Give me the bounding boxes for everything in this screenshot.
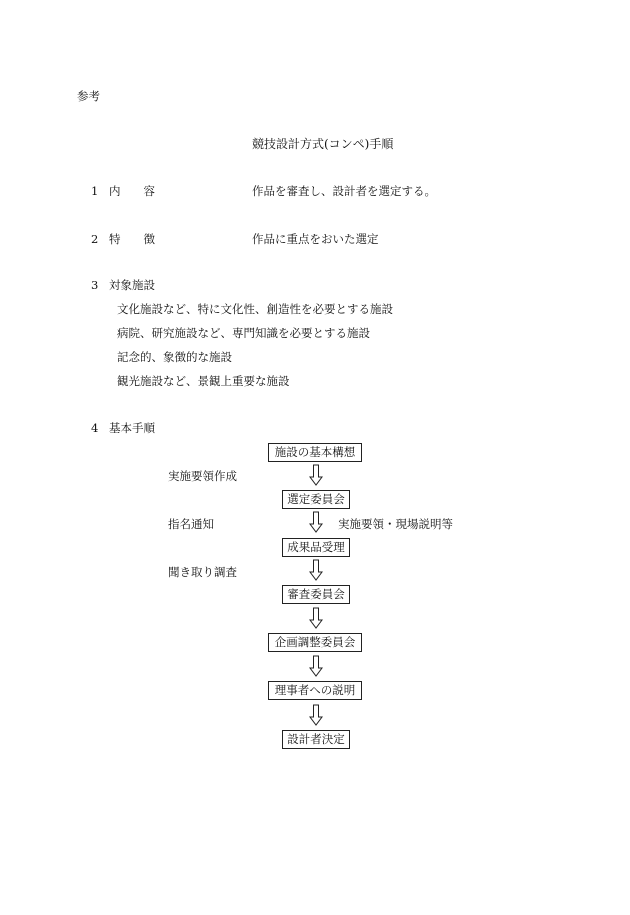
section-3-item: 病院、研究施設など、専門知識を必要とする施設 [117,326,370,340]
down-arrow-icon [309,704,323,726]
flow-step-selection-committee: 選定委員会 [282,490,350,509]
down-arrow-icon [309,655,323,677]
section-2-heading: 特 徴 [109,232,155,246]
flow-step-explanation-to-directors: 理事者への説明 [268,681,362,700]
flow-step-review-committee: 審査委員会 [282,585,350,604]
flow-step-deliverable-receipt: 成果品受理 [282,538,350,557]
header-label: 参考 [77,89,100,103]
section-3-number: 3 [91,278,99,292]
flow-note-nomination-notice: 指名通知 [168,517,214,531]
section-2-description: 作品に重点をおいた選定 [252,232,379,246]
section-3-item: 記念的、象徴的な施設 [117,350,232,364]
section-1-description: 作品を審査し、設計者を選定する。 [252,184,436,198]
section-1-number: 1 [91,184,99,198]
flow-step-basic-concept: 施設の基本構想 [268,443,362,462]
flow-note-site-briefing: 実施要領・現場説明等 [338,517,453,531]
down-arrow-icon [309,559,323,581]
page-title: 競技設計方式(コンペ)手順 [252,137,394,151]
section-1-heading: 内 容 [109,184,155,198]
down-arrow-icon [309,464,323,486]
flow-step-planning-committee: 企画調整委員会 [268,633,362,652]
flow-note-hearing-survey: 聞き取り調査 [168,565,237,579]
down-arrow-icon [309,511,323,533]
section-3-item: 観光施設など、景観上重要な施設 [117,374,290,388]
section-4-number: 4 [91,421,99,435]
flow-note-implementation-guidelines: 実施要領作成 [168,469,237,483]
down-arrow-icon [309,607,323,629]
flow-step-designer-decision: 設計者決定 [282,730,350,749]
section-2-number: 2 [91,232,99,246]
section-4-heading: 基本手順 [109,421,155,435]
section-3-heading: 対象施設 [109,278,155,292]
section-3-item: 文化施設など、特に文化性、創造性を必要とする施設 [117,302,393,316]
